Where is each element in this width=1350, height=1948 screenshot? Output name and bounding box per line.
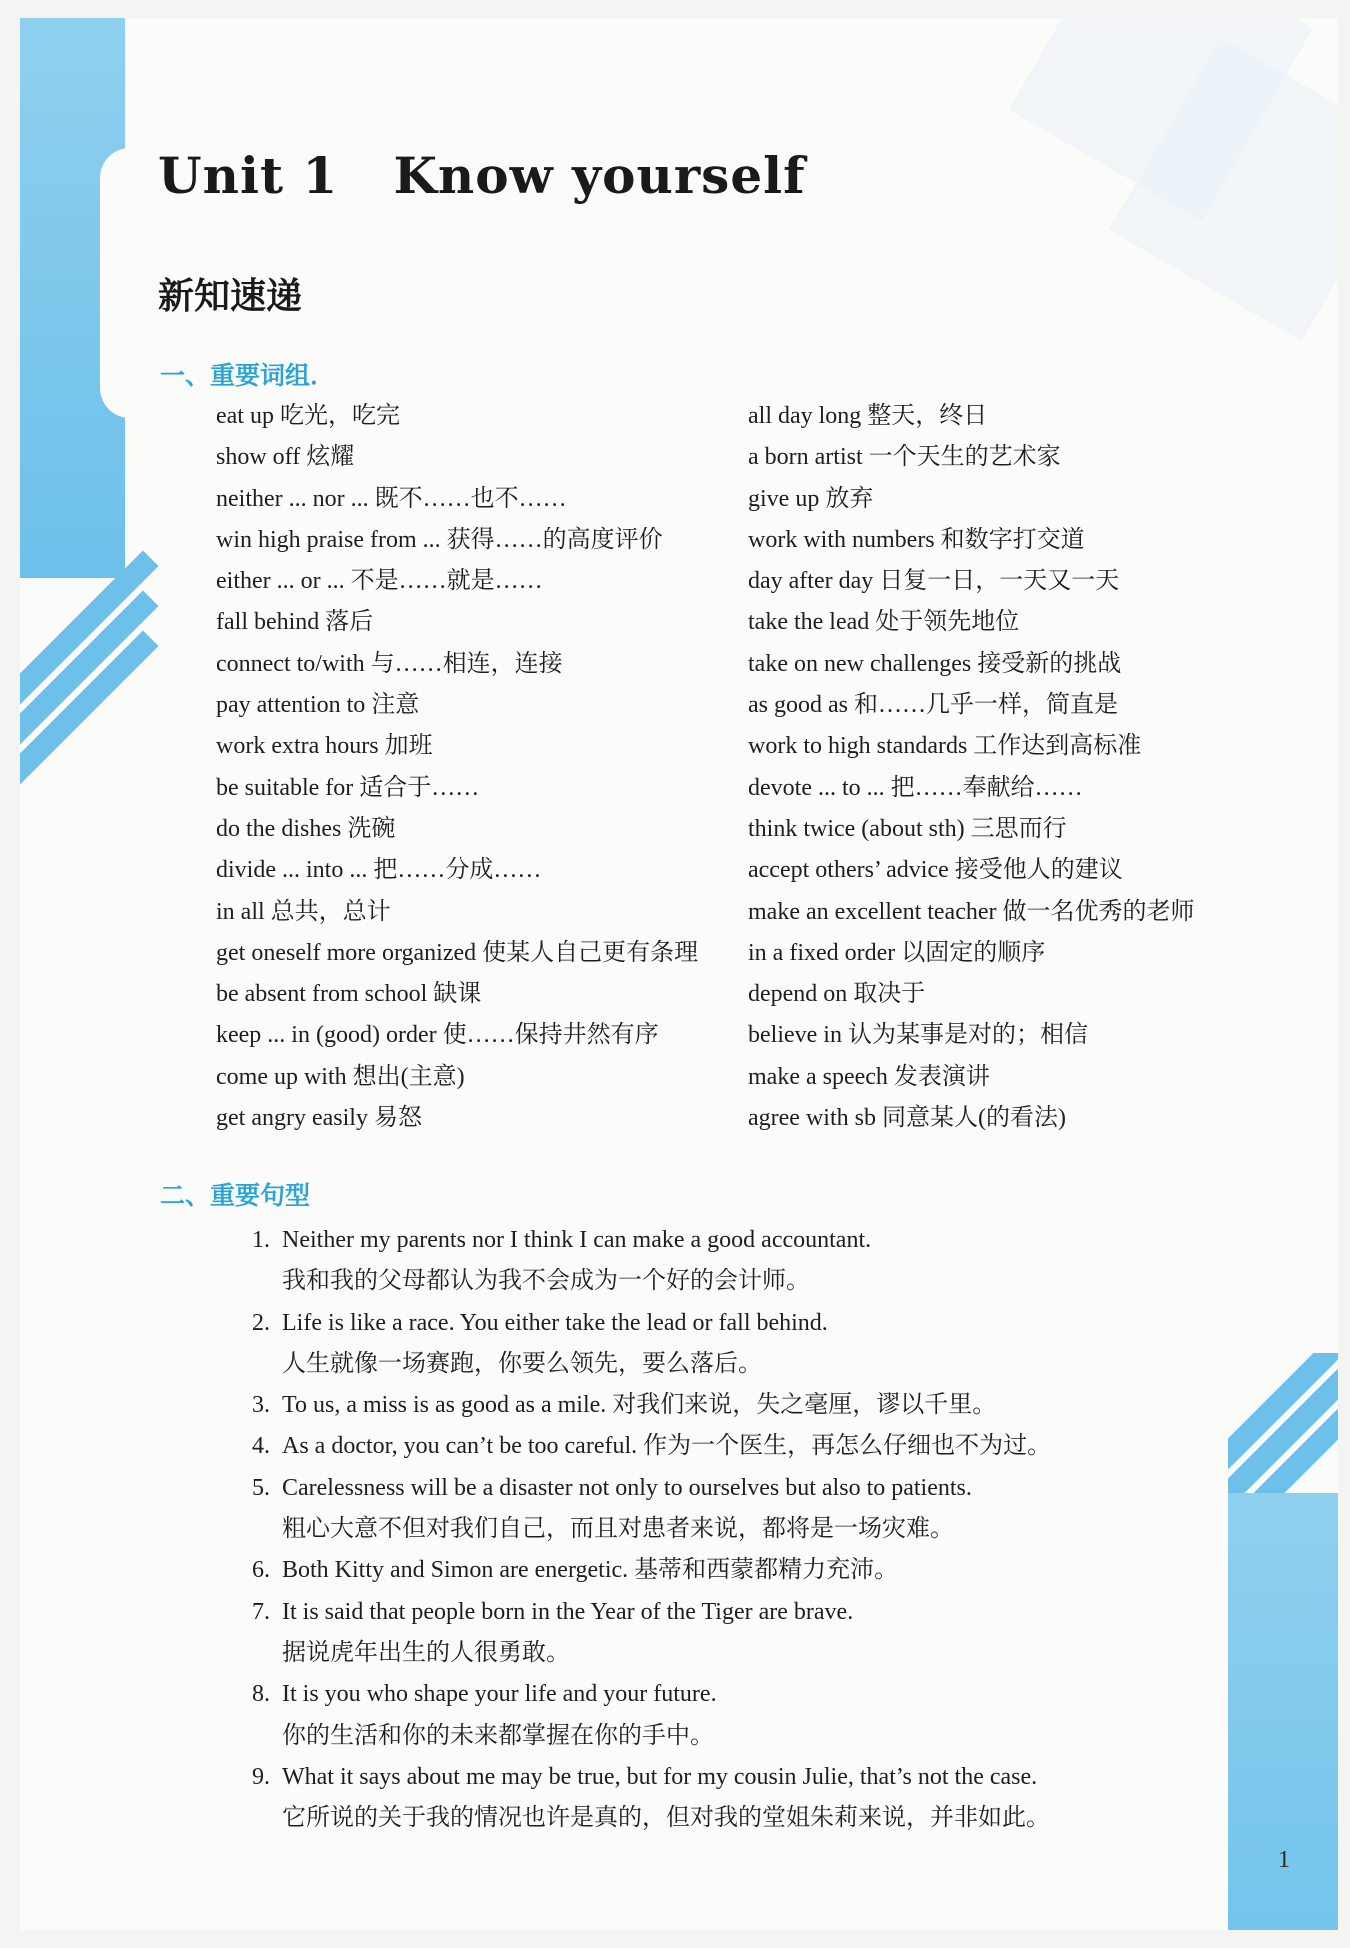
phrase-list-right [748,396,1195,1139]
phrase-item: take on new challenges 接受新的挑战 [748,650,1122,677]
phrase-item: in a fixed order 以固定的顺序 [748,939,1046,966]
sentence-chinese: 粗心大意不但对我们自己，而且对患者来说，都将是一场灾难。 [282,1516,954,1543]
phrase-item: take the lead 处于领先地位 [748,609,1020,636]
section-heading: 新知速递 [158,276,303,317]
sentence-chinese: 人生就像一场赛跑，你要么领先，要么落后。 [282,1350,762,1377]
phrase-item: accept others’ advice 接受他人的建议 [748,857,1123,884]
sentence-english: To us, a miss is as good as a mile. [282,1392,607,1419]
sentence-english: It is said that people born in the Year of the Tiger are brave. [282,1598,854,1625]
sentence-item [252,1674,1051,1757]
sentence-chinese: 它所说的关于我的情况也许是真的，但对我的堂姐朱莉来说，并非如此。 [282,1805,1050,1832]
sentence-item [252,1426,1051,1467]
phrase-item: fall behind 落后 [216,609,374,636]
right-decorative-band [1228,1353,1338,1930]
sentence-item [252,1468,1051,1551]
phrase-item: divide ... into ... 把……分成…… [216,857,542,884]
phrase-item: think twice (about sth) 三思而行 [748,815,1067,842]
phrase-item: eat up 吃光，吃完 [216,403,400,429]
sentence-number: 2. [252,1309,270,1336]
sentence-chinese: 对我们来说，失之毫厘，谬以千里。 [612,1392,997,1419]
sentence-number: 1. [252,1227,270,1253]
sentence-number: 3. [252,1392,270,1419]
sentence-number: 8. [252,1681,270,1708]
phrase-item: in all 总共，总计 [216,898,391,925]
phrase-item: work with numbers 和数字打交道 [748,526,1085,553]
sentence-chinese: 作为一个医生，再怎么仔细也不为过。 [643,1433,1052,1460]
sentence-english: Neither my parents nor I think I can make a good accountant. [282,1227,872,1253]
sentence-number: 6. [252,1557,270,1584]
sentence-chinese: 基蒂和西蒙都精力充沛。 [634,1557,899,1584]
phrase-item: work to high standards 工作达到高标准 [748,733,1142,760]
sentence-item [252,1757,1051,1840]
sentences-heading: 二、重要句型 [160,1181,311,1210]
phrase-item: win high praise from ... 获得……的高度评价 [216,526,663,553]
phrase-item: believe in 认为某事是对的；相信 [748,1022,1088,1049]
phrase-item: devote ... to ... 把……奉献给…… [748,774,1083,801]
phrase-item: either ... or ... 不是……就是…… [216,568,543,595]
sentence-item [252,1592,1051,1675]
phrase-item: work extra hours 加班 [216,733,433,760]
phrase-list-left [216,396,698,1139]
sentence-english: As a doctor, you can’t be too careful. [282,1433,638,1460]
phrase-item: agree with sb 同意某人(的看法) [748,1105,1066,1132]
sentence-item [252,1303,1051,1386]
sentence-english: It is you who shape your life and your future. [282,1681,717,1708]
sentence-item [252,1385,1051,1426]
phrase-item: make an excellent teacher 做一名优秀的老师 [748,898,1195,925]
sentence-english: Both Kitty and Simon are energetic. [282,1557,629,1584]
sentence-number: 4. [252,1433,270,1460]
phrase-item: come up with 想出(主意) [216,1063,465,1090]
phrase-item: neither ... nor ... 既不……也不…… [216,485,567,512]
sentence-english: Carelessness will be a disaster not only to ourselves but also to patients. [282,1474,972,1501]
phrase-item: show off 炫耀 [216,444,355,471]
sentence-list [252,1220,1051,1839]
sentence-number: 9. [252,1763,270,1790]
sentence-number: 5. [252,1474,270,1501]
phrase-item: get oneself more organized 使某人自己更有条理 [216,939,699,966]
phrase-item: make a speech 发表演讲 [748,1063,990,1090]
page-number: 1 [1278,1847,1290,1873]
phrase-item: connect to/with 与……相连，连接 [216,650,563,677]
phrase-item: depend on 取决于 [748,981,926,1008]
sentence-chinese: 据说虎年出生的人很勇敢。 [282,1639,570,1666]
phrase-item: be absent from school 缺课 [216,981,482,1008]
phrase-item: all day long 整天，终日 [748,403,988,429]
phrase-item: give up 放弃 [748,485,874,512]
phrase-item: pay attention to 注意 [216,692,420,719]
unit-title: Unit 1 Know yourself [158,146,806,205]
phrase-item: a born artist 一个天生的艺术家 [748,444,1061,471]
textbook-page [20,18,1338,1930]
phrase-item: day after day 日复一日，一天又一天 [748,568,1120,595]
sentence-item [252,1220,1051,1303]
sentence-item [252,1550,1051,1591]
phrase-item: keep ... in (good) order 使……保持井然有序 [216,1022,659,1049]
sentence-english: Life is like a race. You either take the lead or fall behind. [282,1309,828,1336]
sentence-number: 7. [252,1598,270,1625]
sentence-english: What it says about me may be true, but for my cousin Julie, that’s not the case. [282,1763,1038,1790]
phrases-heading: 一、重要词组． [160,361,336,390]
sentence-chinese: 我和我的父母都认为我不会成为一个好的会计师。 [282,1268,810,1295]
sentence-chinese: 你的生活和你的未来都掌握在你的手中。 [282,1722,714,1749]
phrase-item: be suitable for 适合于…… [216,774,480,801]
left-decorative-band [20,18,125,1930]
phrase-item: get angry easily 易怒 [216,1105,422,1132]
phrase-item: as good as 和……几乎一样，简直是 [748,692,1118,719]
phrase-item: do the dishes 洗碗 [216,815,396,842]
